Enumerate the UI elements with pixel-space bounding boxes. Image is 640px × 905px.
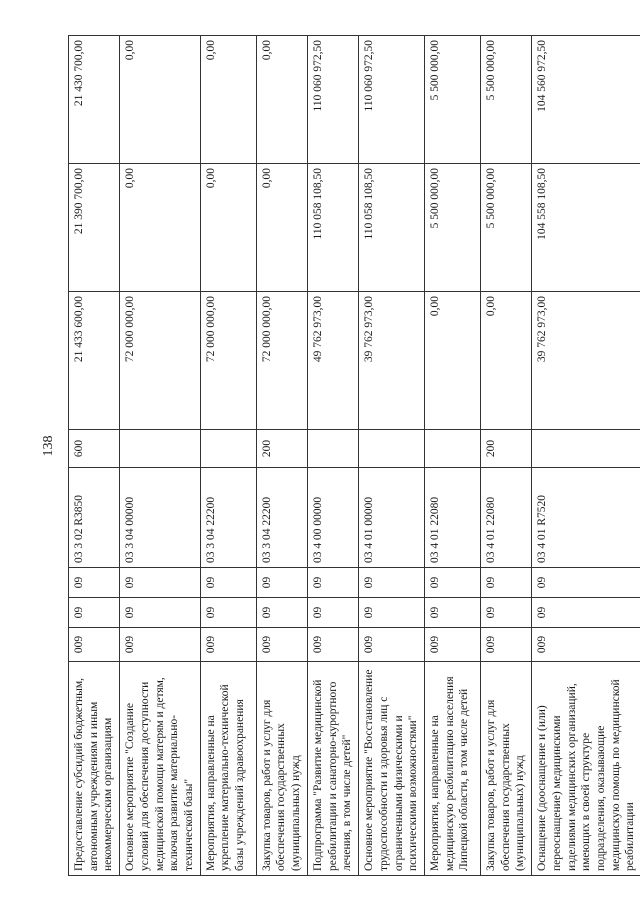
row-name: Предоставление субсидий бюджетным, автономным учреждениям и иным некоммерческим организациям [69,662,120,876]
row-name: Мероприятия, направленные на укрепление материально-технической базы учреждений здравоохранения [200,662,256,876]
row-sum3: 5 500 000,00 [424,36,480,164]
row-target: 03 4 01 R7520 [532,468,640,568]
row-sum3: 21 430 700,00 [69,36,120,164]
row-subsection: 09 [120,568,201,598]
row-sum1: 0,00 [480,292,531,430]
table-row [200,36,256,876]
row-target: 03 4 01 22080 [424,468,480,568]
row-sum1: 72 000 000,00 [200,292,256,430]
row-sum2: 0,00 [256,164,307,292]
row-sum2: 0,00 [120,164,201,292]
row-section: 09 [120,598,201,628]
row-subsection: 09 [480,568,531,598]
row-admin: 009 [532,628,640,662]
row-type: 200 [480,430,531,468]
rotated-table-wrapper [68,36,637,876]
row-target: 03 4 01 22080 [480,468,531,568]
row-section: 09 [359,598,425,628]
row-admin: 009 [359,628,425,662]
row-sum2: 104 558 108,50 [532,164,640,292]
row-name: Закупка товаров, работ и услуг для обеспечения государственных (муниципальных) нужд [256,662,307,876]
row-sum2: 110 058 108,50 [307,164,358,292]
row-sum1: 72 000 000,00 [256,292,307,430]
row-sum2: 21 390 700,00 [69,164,120,292]
row-target: 03 3 04 00000 [120,468,201,568]
row-sum2: 0,00 [200,164,256,292]
row-type [424,430,480,468]
row-name: Подпрограмма "Развитие медицинской реабилитации и санаторно-курортного лечения, в том числе детей" [307,662,358,876]
table-row [532,36,640,876]
row-target: 03 3 02 R3850 [69,468,120,568]
row-name: Основное мероприятие "Создание условий для обеспечения доступности медицинской помощи матерям и детям, включая развитие материально-технической базы" [120,662,201,876]
table-row [69,36,120,876]
row-type [307,430,358,468]
row-sum3: 110 060 972,50 [359,36,425,164]
row-target: 03 4 01 00000 [359,468,425,568]
row-target: 03 3 04 22200 [256,468,307,568]
row-sum1: 39 762 973,00 [532,292,640,430]
row-name: Основное мероприятие "Восстановление трудоспособности и здоровья лиц с ограниченными физическими и психическими возможностями" [359,662,425,876]
row-sum3: 104 560 972,50 [532,36,640,164]
row-section: 09 [424,598,480,628]
row-section: 09 [307,598,358,628]
row-admin: 009 [480,628,531,662]
row-target: 03 4 00 00000 [307,468,358,568]
table-row [256,36,307,876]
row-admin: 009 [307,628,358,662]
row-type [359,430,425,468]
table-row [307,36,358,876]
row-subsection: 09 [256,568,307,598]
row-sum1: 72 000 000,00 [120,292,201,430]
row-admin: 009 [200,628,256,662]
row-admin: 009 [256,628,307,662]
row-subsection: 09 [307,568,358,598]
row-type [120,430,201,468]
row-subsection: 09 [359,568,425,598]
table-row [359,36,425,876]
table-row [120,36,201,876]
table-body [69,36,640,876]
row-sum1: 21 433 600,00 [69,292,120,430]
row-sum1: 0,00 [424,292,480,430]
row-sum3: 0,00 [256,36,307,164]
row-section: 09 [200,598,256,628]
row-sum2: 110 058 108,50 [359,164,425,292]
row-section: 09 [256,598,307,628]
row-type: 600 [69,430,120,468]
row-section: 09 [480,598,531,628]
row-subsection: 09 [424,568,480,598]
row-section: 09 [532,598,640,628]
table-row [424,36,480,876]
row-admin: 009 [69,628,120,662]
row-sum2: 5 500 000,00 [480,164,531,292]
row-name: Мероприятия, направленные на медицинскую реабилитацию населения Липецкой области, в том числе детей [424,662,480,876]
row-sum1: 39 762 973,00 [359,292,425,430]
row-sum3: 0,00 [200,36,256,164]
row-type: 200 [256,430,307,468]
row-name: Закупка товаров, работ и услуг для обеспечения государственных (муниципальных) нужд [480,662,531,876]
row-subsection: 09 [532,568,640,598]
row-sum3: 5 500 000,00 [480,36,531,164]
row-type [200,430,256,468]
row-sum3: 110 060 972,50 [307,36,358,164]
row-name: Оснащение (дооснащение и (или) переоснащение) медицинскими изделиями медицинских организаций, имеющих в своей структуре подразделения, оказывающие медицинскую помощь по медицинской реабилитации [532,662,640,876]
row-admin: 009 [120,628,201,662]
row-admin: 009 [424,628,480,662]
row-subsection: 09 [69,568,120,598]
row-sum3: 0,00 [120,36,201,164]
table-row [480,36,531,876]
row-sum2: 5 500 000,00 [424,164,480,292]
budget-table [68,35,640,876]
row-sum1: 49 762 973,00 [307,292,358,430]
row-type [532,430,640,468]
row-section: 09 [69,598,120,628]
page-number: 138 [41,435,56,457]
row-target: 03 3 04 22200 [200,468,256,568]
row-subsection: 09 [200,568,256,598]
